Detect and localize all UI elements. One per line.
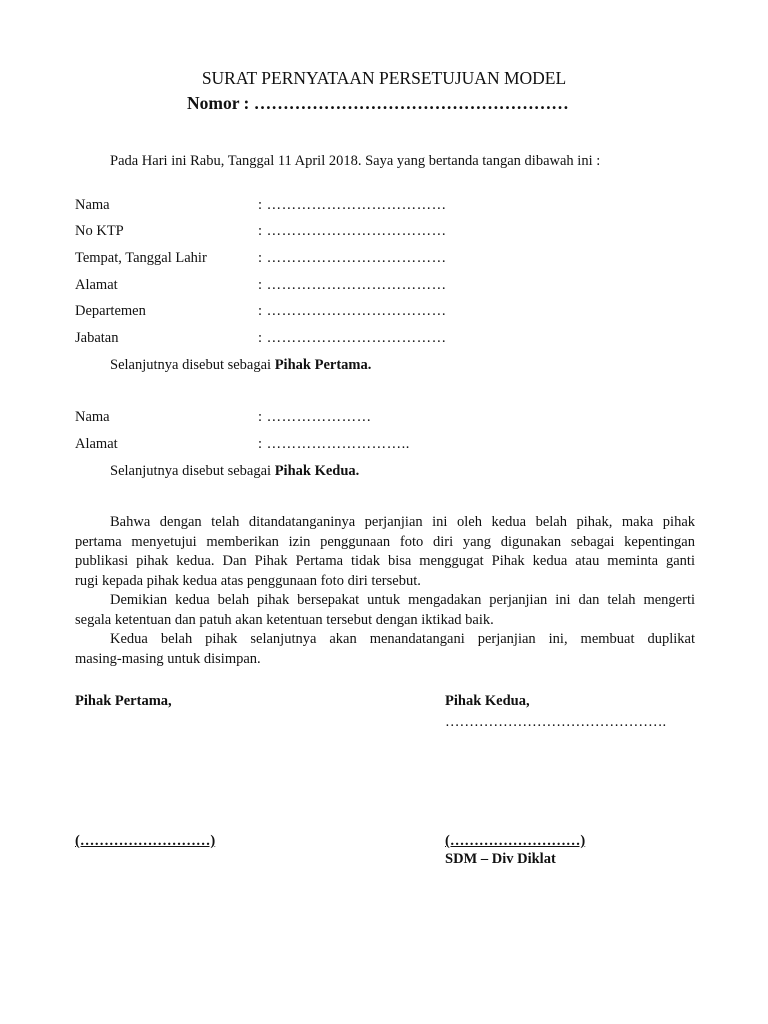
field-value-nama: : ……………………………… (258, 197, 447, 213)
field-value-jabatan: : ……………………………… (258, 330, 447, 346)
body-paragraphs (75, 513, 695, 669)
field-label-alamat: Alamat (75, 277, 118, 293)
field-label-nama-kedua: Nama (75, 409, 110, 425)
field-value-nama-kedua: : ………………… (258, 409, 372, 425)
field-label-alamat-kedua: Alamat (75, 436, 118, 452)
paragraph-3-line-1: Kedua belah pihak selanjutnya akan menandatangani perjanjian ini, membuat duplikat (110, 631, 695, 647)
paragraph-3-line-2: masing-masing untuk disimpan. (75, 650, 261, 667)
field-label-jabatan: Jabatan (75, 330, 119, 346)
pihak-kedua-label: Pihak Kedua. (274, 463, 360, 479)
pihak-pertama-label: Pihak Pertama. (274, 357, 372, 373)
intro-text: Pada Hari ini Rabu, Tanggal 11 April 2018. Saya yang bertanda tangan dibawah ini : (110, 153, 601, 169)
paragraph-2-line-1: Demikian kedua belah pihak bersepakat untuk mengadakan perjanjian ini dan telah mengerti (110, 592, 695, 608)
pihak-pertama-note-prefix: Selanjutnya disebut sebagai (110, 357, 275, 373)
pihak-pertama-note (110, 356, 371, 374)
paragraph-1-line-1: Bahwa dengan telah ditandatanganinya perjanjian ini oleh kedua belah pihak, maka pihak (110, 514, 695, 530)
field-value-alamat: : ……………………………… (258, 277, 447, 293)
paragraph-1-line-3: publikasi pihak kedua. Dan Pihak Pertama tidak bisa menggugat Pihak kedua atau meminta ganti (75, 553, 695, 569)
paragraph-1-line-4: rugi kepada pihak kedua atas penggunaan foto diri tersebut. (75, 572, 421, 589)
document-title: SURAT PERNYATAAN PERSETUJUAN MODEL (201, 68, 567, 88)
signature-left-line: (………………………) (75, 833, 216, 849)
signature-right-line: (………………………) (445, 833, 586, 849)
field-label-nama: Nama (75, 197, 110, 213)
signature-right-name-line: ………………………………………. (445, 714, 667, 730)
field-label-departemen: Departemen (75, 303, 146, 319)
field-value-alamat-kedua: : ……………………….. (258, 436, 410, 452)
pihak-kedua-note-prefix: Selanjutnya disebut sebagai (110, 463, 275, 479)
signature-right-caption: SDM – Div Diklat (445, 851, 556, 867)
signature-left-title: Pihak Pertama, (75, 693, 172, 709)
field-value-ttl: : ……………………………… (258, 250, 447, 266)
field-label-ttl: Tempat, Tanggal Lahir (75, 250, 207, 266)
document-number: Nomor : ……………………………………………… (187, 93, 569, 113)
field-value-departemen: : ……………………………… (258, 303, 447, 319)
paragraph-2-line-2: segala ketentuan dan patuh akan ketentuan tersebut dengan iktikad baik. (75, 611, 494, 628)
signature-right-title: Pihak Kedua, (445, 693, 530, 709)
paragraph-1-line-2: pertama menyetujui memberikan izin penggunaan foto diri yang digunakan sebagai kepentingan (75, 533, 695, 550)
pihak-kedua-note (110, 462, 359, 480)
field-value-no-ktp: : ……………………………… (258, 223, 447, 239)
field-label-no-ktp: No KTP (75, 223, 124, 239)
